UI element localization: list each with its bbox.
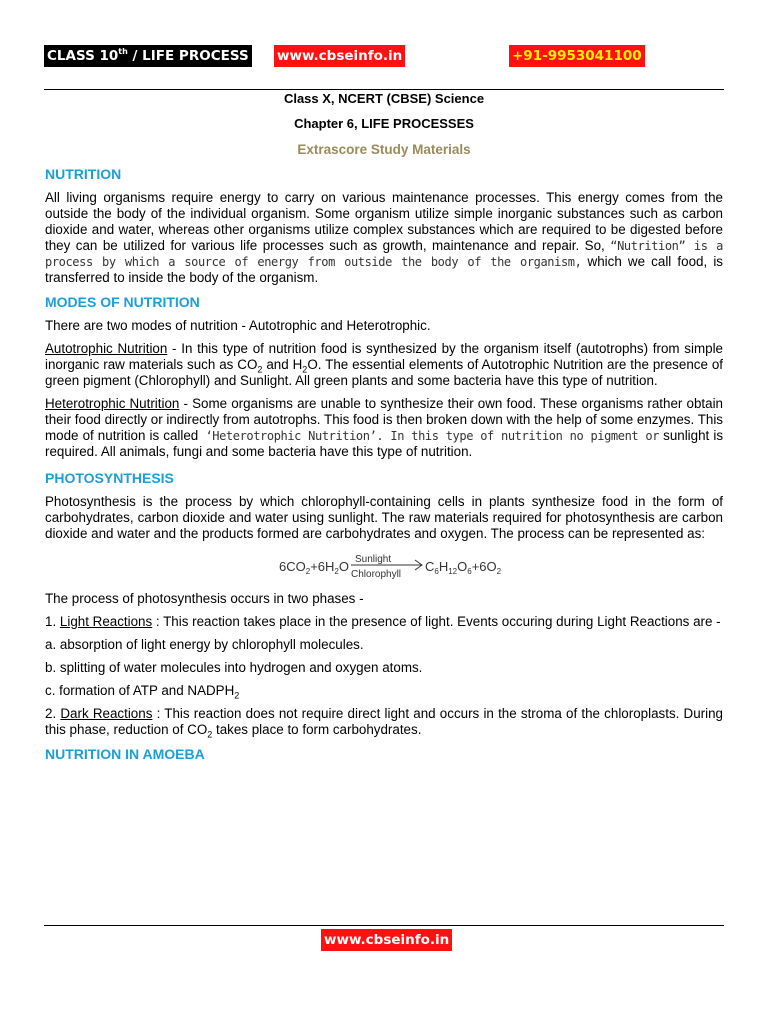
class-tag-sup: th [118,47,128,56]
co2-sub: 2 [257,364,263,375]
nutrition-text-end: which we call food, is transferred to inside the body of the organism. [45,254,723,285]
light-num: 1. [45,614,60,629]
autotrophic-paragraph [45,341,723,389]
document-body [45,89,723,770]
event-c [45,683,723,699]
h2o-sub: 2 [302,364,308,375]
header-website-link[interactable]: www.cbseinfo.in [274,45,405,67]
autotrophic-text: - In this type of nutrition food is synthesized by the organism itself (autotrophs) from simple inorganic raw materials such as CO [45,341,723,372]
section-heading-modes: MODES OF NUTRITION [45,294,200,310]
autotrophic-label: Autotrophic Nutrition [45,341,168,356]
photosynthesis-equation [45,549,723,585]
equation-below-arrow: Chlorophyll [351,569,402,580]
light-reactions-label: Light Reactions [59,614,153,629]
section-heading-amoeba: NUTRITION IN AMOEBA [45,746,205,762]
equation-above-arrow: Sunlight [355,554,392,565]
event-c-text: c. formation of ATP and NADPH [45,683,235,698]
event-a: a. absorption of light energy by chlorophyll molecules. [45,637,364,652]
photosynthesis-paragraph: Photosynthesis is the process by which chlorophyll-containing cells in plants synthesize food in the form of carbohydrates, carbon dioxide and water using sunlight. The raw materials required for photosynthesis are carbon dioxide and water and the products formed are carbohydrates and oxygen. The process can be represented as: [45,494,723,541]
page-header [44,45,724,67]
heterotrophic-paragraph [45,396,723,460]
footer-divider [44,925,724,926]
heterotrophic-quote: ‘Heterotrophic Nutrition’. In this type of nutrition no pigment or [198,429,660,443]
nutrition-paragraph [45,190,723,286]
section-heading-nutrition: NUTRITION [45,166,122,182]
autotrophic-text-3: O. The essential elements of Autotrophic Nutrition are the presence of green pigment (Chlorophyll) and Sunlight. All green plants and some bacteria have this type of nutrition. [45,357,724,388]
equation-products: $C_6H_{12}O_6+6O_2$ [425,559,502,576]
equation-graphic [279,549,509,583]
nutrition-definition: “Nutrition” is a process by which a source of energy from outside the body of the organism, [45,239,723,269]
dark-reactions-paragraph [45,706,723,738]
dark-reactions-text-2: takes place to form carbohydrates. [212,722,422,737]
footer-website-link[interactable]: www.cbseinfo.in [321,929,452,951]
dark-reactions-label: Dark Reactions [60,706,153,721]
phases-intro: The process of photosynthesis occurs in two phases - [45,591,364,606]
dark-num: 2. [45,706,61,721]
event-b: b. splitting of water molecules into hydrogen and oxygen atoms. [45,660,423,675]
nadph-sub: 2 [234,690,240,701]
header-phone: +91-9953041100 [509,45,645,67]
chapter-title: Chapter 6, LIFE PROCESSES [294,116,474,131]
section-heading-photosynthesis: PHOTOSYNTHESIS [45,470,174,486]
heterotrophic-label: Heterotrophic Nutrition [45,396,180,411]
nutrition-text: All living organisms require energy to carry on various maintenance processes. This energy comes from the outside the body of the individual organism. Some organism utilize simple inorganic substances such as carbon dioxide and water, whereas other organisms utilize complex substances which are required to be digested before they can be utilized for various life processes such as growth, maintenance and repair. So, [45,190,723,253]
doc-title: Class X, NCERT (CBSE) Science [283,91,485,106]
class-tag-prefix: CLASS 10 [47,48,119,64]
autotrophic-text-2: and H [262,357,303,372]
modes-intro: There are two modes of nutrition - Autotrophic and Heterotrophic. [45,318,431,333]
dark-co2-sub: 2 [207,729,213,740]
heterotrophic-text: - Some organisms are unable to synthesize their own food. These organisms rather obtain their food directly or indirectly from autotrophs. This food is then broken down with the help of some enzymes. This mode of nutrition is called [45,396,723,443]
light-reactions-paragraph [45,614,723,630]
class-tag-suffix: / LIFE PROCESS [127,48,249,64]
heterotrophic-text-2: sunlight is required. All animals, fungi and some bacteria have this type of nutrition. [45,428,724,459]
class-tag [44,45,252,67]
light-reactions-text: : This reaction takes place in the presence of light. Events occuring during Light Reactions are - [152,614,721,629]
doc-subtitle: Extrascore Study Materials [297,142,471,157]
dark-reactions-text: : This reaction does not require direct light and occurs in the stroma of the chloroplasts. During this phase, reduction of CO [45,706,724,737]
equation-reactants: $6CO_2+6H_2O$ [279,559,349,576]
